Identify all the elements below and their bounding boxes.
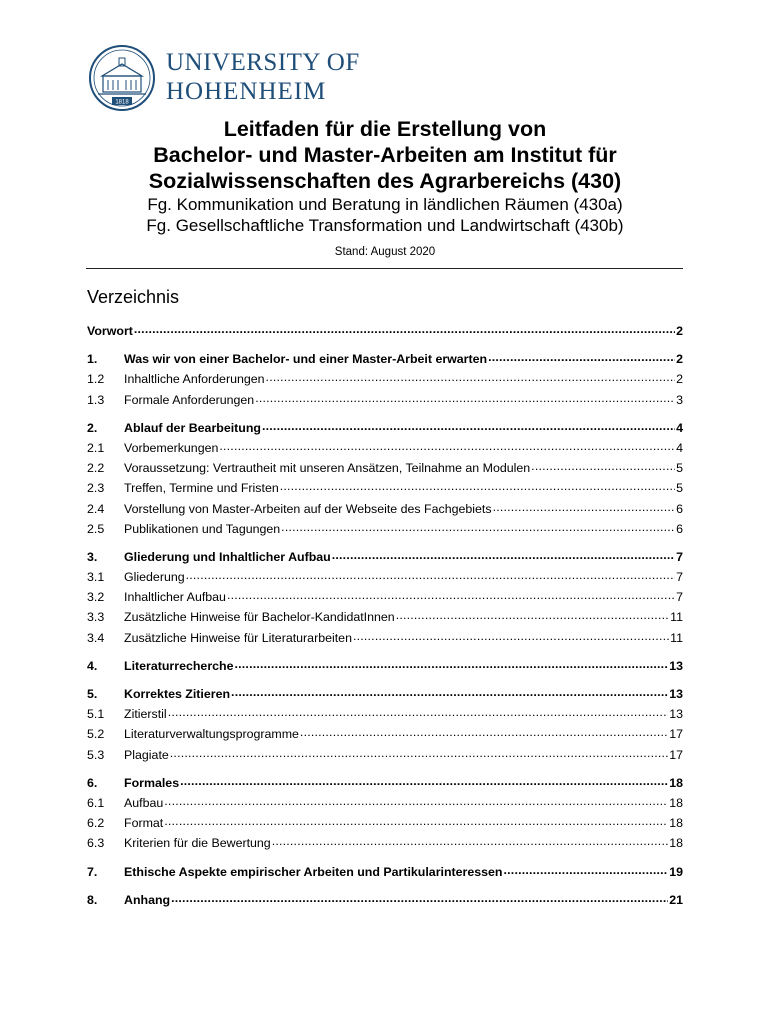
toc-dot-leader xyxy=(231,684,668,698)
toc-entry[interactable] xyxy=(87,773,683,793)
toc-dot-leader xyxy=(353,628,669,642)
toc-entry-title: Korrektes Zitieren xyxy=(124,687,231,701)
toc-entry-number: 2.4 xyxy=(87,501,105,516)
toc-dot-leader xyxy=(272,833,669,847)
toc-entry-number: 3. xyxy=(87,549,98,564)
toc-entry-number: 7. xyxy=(87,864,98,879)
toc-entry-page: 21 xyxy=(669,892,683,907)
toc-entry-title: Vorstellung von Master-Arbeiten auf der Webseite des Fachgebiets xyxy=(124,501,492,516)
toc-dot-leader xyxy=(332,547,675,561)
toc-entry-page: 2 xyxy=(676,372,683,387)
toc-dot-leader xyxy=(488,349,675,363)
toc-entry-number: 5.1 xyxy=(87,707,105,722)
toc-entry-number: 5.2 xyxy=(87,727,105,742)
toc-entry[interactable] xyxy=(87,793,683,813)
toc-entry-title: Publikationen und Tagungen xyxy=(124,521,281,536)
toc-entry[interactable] xyxy=(87,369,683,389)
toc-entry[interactable] xyxy=(87,478,683,498)
toc-entry[interactable] xyxy=(87,547,683,567)
toc-entry-page: 17 xyxy=(669,727,683,742)
toc-dot-leader xyxy=(164,813,668,827)
toc-entry-title: Vorwort xyxy=(87,324,133,338)
toc-entry-page: 13 xyxy=(669,687,683,701)
logo-line2: HOHENHEIM xyxy=(166,78,327,105)
document-title-line1: Leitfaden für die Erstellung von xyxy=(223,117,547,141)
toc-dot-leader xyxy=(168,704,669,718)
toc-dot-leader xyxy=(171,890,668,904)
toc-entry-number: 2.5 xyxy=(87,521,105,536)
title-block xyxy=(85,116,685,258)
toc-entry-page: 7 xyxy=(676,590,683,605)
toc-dot-leader xyxy=(164,793,668,807)
toc-entry-title: Was wir von einer Bachelor- und einer Master-Arbeit erwarten xyxy=(124,352,488,367)
seal-year: 1818 xyxy=(115,99,129,106)
toc-entry-page: 11 xyxy=(670,630,683,645)
toc-entry-page: 13 xyxy=(669,658,683,673)
toc-entry-page: 18 xyxy=(669,795,683,810)
horizontal-divider xyxy=(86,268,683,269)
toc-entry-number: 1.2 xyxy=(87,372,105,387)
toc-entry[interactable] xyxy=(87,519,683,539)
toc-entry-number: 2.3 xyxy=(87,481,105,496)
toc-entry-title: Ethische Aspekte empirischer Arbeiten und Partikularinteressen xyxy=(124,864,503,879)
toc-entry[interactable] xyxy=(87,321,683,341)
toc-entry-page: 13 xyxy=(669,707,683,722)
university-seal-icon xyxy=(88,44,156,112)
toc-entry-page: 7 xyxy=(676,549,683,564)
toc-entry-page: 2 xyxy=(676,324,683,338)
toc-entry-page: 11 xyxy=(670,610,683,625)
toc-entry-title: Gliederung und Inhaltlicher Aufbau xyxy=(124,549,331,564)
toc-entry[interactable] xyxy=(87,745,683,765)
toc-entry[interactable] xyxy=(87,418,683,438)
table-of-contents xyxy=(87,321,683,910)
toc-entry-title: Kriterien für die Bewertung xyxy=(124,836,271,851)
toc-entry-number: 3.2 xyxy=(87,590,105,605)
toc-entry-number: 2.1 xyxy=(87,440,105,455)
toc-entry-page: 4 xyxy=(676,420,683,435)
toc-entry-title: Vorbemerkungen xyxy=(124,440,219,455)
toc-entry[interactable] xyxy=(87,684,683,704)
toc-dot-leader xyxy=(266,369,676,383)
toc-dot-leader xyxy=(504,862,669,876)
toc-entry-number: 5.3 xyxy=(87,747,105,762)
toc-dot-leader xyxy=(227,587,675,601)
toc-entry-page: 5 xyxy=(676,481,683,496)
toc-entry[interactable] xyxy=(87,607,683,627)
toc-entry-page: 6 xyxy=(676,521,683,536)
toc-entry-title: Format xyxy=(124,816,164,831)
toc-entry-title: Treffen, Termine und Fristen xyxy=(124,481,279,496)
toc-entry[interactable] xyxy=(87,704,683,724)
toc-entry-title: Voraussetzung: Vertrautheit mit unseren Ansätzen, Teilnahme an Modulen xyxy=(124,461,531,476)
toc-entry-title: Zusätzliche Hinweise für Literaturarbeiten xyxy=(124,630,352,645)
toc-entry-title: Aufbau xyxy=(124,795,164,810)
toc-entry[interactable] xyxy=(87,458,683,478)
toc-entry-title: Ablauf der Bearbeitung xyxy=(124,420,261,435)
toc-entry[interactable] xyxy=(87,349,683,369)
toc-entry-title: Plagiate xyxy=(124,747,169,762)
toc-entry[interactable] xyxy=(87,890,683,910)
toc-entry-number: 6.2 xyxy=(87,816,105,831)
toc-entry[interactable] xyxy=(87,628,683,648)
toc-dot-leader xyxy=(180,773,668,787)
document-date: Stand: August 2020 xyxy=(334,246,436,258)
toc-entry-page: 18 xyxy=(669,836,683,851)
toc-entry-page: 6 xyxy=(676,501,683,516)
toc-entry-title: Inhaltliche Anforderungen xyxy=(124,372,265,387)
toc-entry[interactable] xyxy=(87,390,683,410)
toc-dot-leader xyxy=(531,458,675,472)
toc-dot-leader xyxy=(280,478,675,492)
toc-entry-page: 4 xyxy=(676,440,683,455)
toc-dot-leader xyxy=(170,745,668,759)
document-subtitle-2: Fg. Gesellschaftliche Transformation und Landwirtschaft (430b) xyxy=(146,216,624,235)
toc-entry-number: 3.4 xyxy=(87,630,105,645)
toc-entry-number: 5. xyxy=(87,687,98,701)
toc-entry-page: 17 xyxy=(669,747,683,762)
toc-entry[interactable] xyxy=(87,813,683,833)
toc-entry-page: 3 xyxy=(676,392,683,407)
toc-entry-number: 6.3 xyxy=(87,836,105,851)
logo-line1: UNIVERSITY OF xyxy=(166,49,360,76)
toc-entry-number: 2.2 xyxy=(87,461,105,476)
university-logo xyxy=(88,44,368,114)
toc-dot-leader xyxy=(262,418,675,432)
toc-dot-leader xyxy=(396,607,669,621)
toc-entry-title: Anhang xyxy=(124,892,171,907)
toc-entry[interactable] xyxy=(87,862,683,882)
toc-entry-number: 3.1 xyxy=(87,570,105,585)
toc-entry-number: 4. xyxy=(87,658,98,673)
toc-entry-number: 2. xyxy=(87,420,98,435)
toc-entry[interactable] xyxy=(87,587,683,607)
document-title-line2: Bachelor- und Master-Arbeiten am Institut für xyxy=(153,143,617,167)
toc-dot-leader xyxy=(235,656,669,670)
toc-entry-title: Zitierstil xyxy=(124,707,167,722)
toc-entry-number: 3.3 xyxy=(87,610,105,625)
toc-entry-number: 6. xyxy=(87,775,98,790)
toc-entry[interactable] xyxy=(87,438,683,458)
toc-entry-page: 18 xyxy=(669,775,683,790)
toc-entry-title: Formales xyxy=(124,775,180,790)
toc-dot-leader xyxy=(134,321,675,335)
toc-entry-title: Gliederung xyxy=(124,570,185,585)
toc-entry[interactable] xyxy=(87,724,683,744)
toc-entry-page: 7 xyxy=(676,570,683,585)
toc-entry[interactable] xyxy=(87,833,683,853)
toc-entry-number: 8. xyxy=(87,892,98,907)
toc-entry-title: Inhaltlicher Aufbau xyxy=(124,590,226,605)
toc-entry-title: Formale Anforderungen xyxy=(124,392,255,407)
toc-entry[interactable] xyxy=(87,656,683,676)
document-subtitle-1: Fg. Kommunikation und Beratung in ländlichen Räumen (430a) xyxy=(147,195,623,214)
toc-entry-page: 18 xyxy=(669,816,683,831)
toc-entry-page: 2 xyxy=(676,352,683,367)
toc-dot-leader xyxy=(493,499,676,513)
toc-entry-title: Literaturrecherche xyxy=(124,658,234,673)
toc-dot-leader xyxy=(186,567,675,581)
toc-dot-leader xyxy=(300,724,668,738)
toc-entry-number: 1.3 xyxy=(87,392,105,407)
toc-dot-leader xyxy=(219,438,675,452)
toc-dot-leader xyxy=(281,519,675,533)
toc-dot-leader xyxy=(255,390,675,404)
toc-entry-title: Literaturverwaltungsprogramme xyxy=(124,727,299,742)
document-title-line3: Sozialwissenschaften des Agrarbereichs (430) xyxy=(148,169,622,193)
toc-entry-page: 19 xyxy=(669,864,683,879)
toc-entry[interactable] xyxy=(87,567,683,587)
toc-entry-title: Zusätzliche Hinweise für Bachelor-KandidatInnen xyxy=(124,610,395,625)
toc-entry[interactable] xyxy=(87,499,683,519)
university-wordmark xyxy=(166,50,360,104)
toc-entry-number: 6.1 xyxy=(87,795,105,810)
toc-entry-number: 1. xyxy=(87,352,98,367)
toc-entry-page: 5 xyxy=(676,461,683,476)
toc-heading: Verzeichnis xyxy=(87,287,180,307)
